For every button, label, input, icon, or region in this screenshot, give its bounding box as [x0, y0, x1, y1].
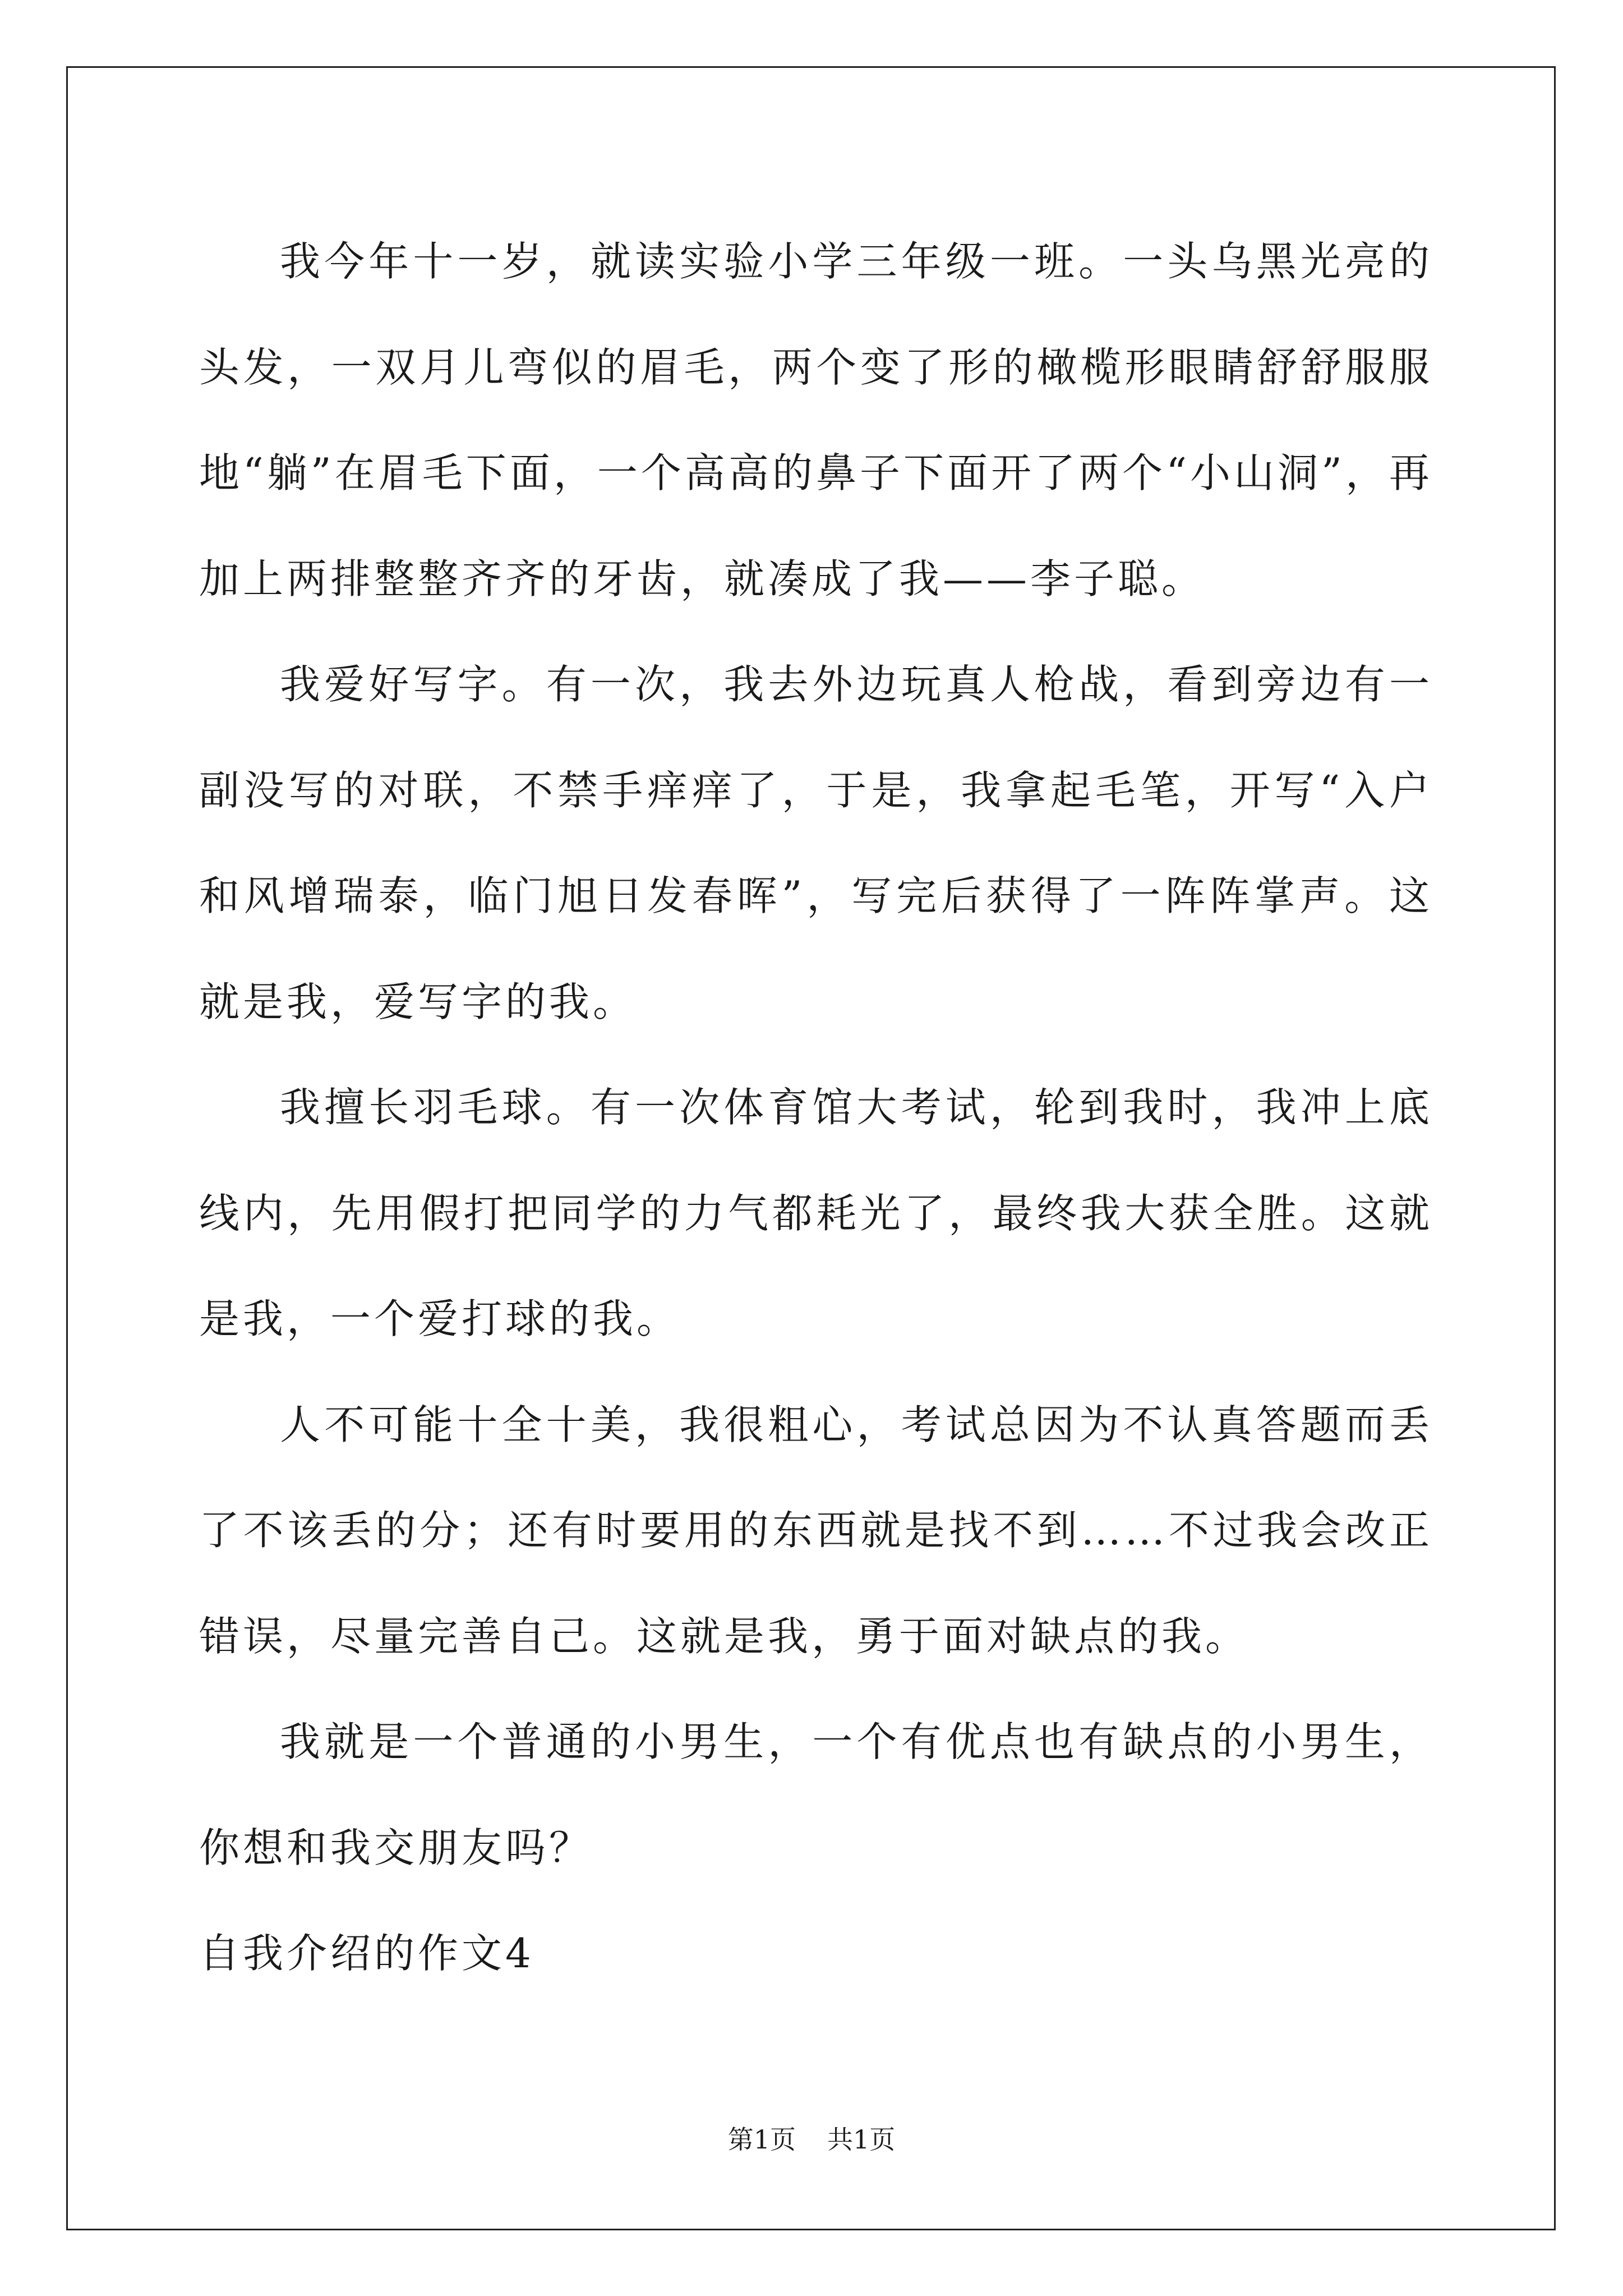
- page-footer: [0, 2119, 1623, 2156]
- next-essay-title: 自我介绍的作文4: [199, 1930, 534, 1977]
- paragraph-appearance: 我今年十一岁，就读实验小学三年级一班。一头乌黑光亮的头发，一双月儿弯似的眉毛，两个变了形的橄榄形眼睛舒舒服服地“躺”在眉毛下面，一个高高的鼻子下面开了两个“小山洞”，再加上两排整整齐齐的牙齿，就凑成了我——李子聪。: [199, 238, 1433, 602]
- total-pages: 共1页: [827, 2124, 896, 2155]
- paragraph-shortcomings: 人不可能十全十美，我很粗心，考试总因为不认真答题而丢了不该丢的分；还有时要用的东西就是找不到……不过我会改正错误，尽量完善自己。这就是我，勇于面对缺点的我。: [199, 1401, 1433, 1660]
- page-number: 第1页: [727, 2124, 796, 2155]
- document-body: [199, 209, 1433, 2007]
- paragraph-conclusion: 我就是一个普通的小男生，一个有优点也有缺点的小男生，你想和我交朋友吗？: [199, 1718, 1433, 1871]
- paragraph-badminton: 我擅长羽毛球。有一次体育馆大考试，轮到我时，我冲上底线内，先用假打把同学的力气都耗光了，最终我大获全胜。这就是我，一个爱打球的我。: [199, 1084, 1433, 1342]
- paragraph-calligraphy: 我爱好写字。有一次，我去外边玩真人枪战，看到旁边有一副没写的对联，不禁手痒痒了，于是，我拿起毛笔，开写“入户和风增瑞泰，临门旭日发春晖”，写完后获得了一阵阵掌声。这就是我，爱写字的我。: [199, 661, 1433, 1025]
